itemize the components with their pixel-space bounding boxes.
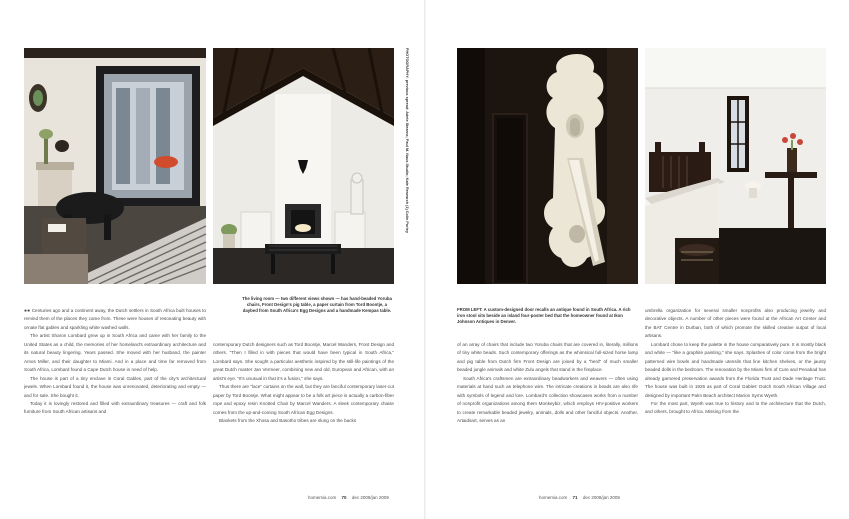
paragraph: The artist Sharon Lombard grew up in South Africa and came with her family to the United States as a child, the memories of her homeland's extraordinary architecture and its natural beauty lingering. Years passed. She moved with her husband, the painter Amos Miller, and their daughter to Miami. And in a place and time far removed from South Africa, Lombard found a Cape Dutch house in need of help.: [24, 333, 206, 373]
paragraph: Thus there are "lace" curtains on the wall, but they are fanciful contemporary laser-cut paper by Tord Boontje. What might appear to be a folk art piece is actually a carbon-fiber rope and epoxy resin Knotted Chair by Marcel Wanders. A sleek contemporary chaise comes from the up-and-coming South African Egg Designs.: [213, 384, 394, 415]
body-column-4: [645, 307, 826, 417]
folio-right: [539, 495, 620, 500]
folio-page-number: 71: [572, 495, 578, 500]
paragraph: The house is part of a tiny enclave in Coral Gables, part of the city's architectural jewels. When Lombard found it, the house was unrenovated, deteriorating and empty — and for sale. She bought it.: [24, 375, 206, 398]
photo-icon: [213, 48, 394, 284]
photo-credit: PHOTOGRAPHY: previous spread: Adele Stearns; Paul M. Naus Studio; Kate Research (1) Colin Porley: [405, 48, 409, 233]
paragraph: of an array of chairs that include two Yoruba chairs that are covered in, literally, millions of tiny white beads. Such contemporary offerings as the whimsical full-sized horse lamp and pig table from Dutch firm Front Design are joined by a "herd" of much smaller beaded jungle animals and white Zulu angels that stand in the fireplace.: [457, 342, 638, 373]
photo-living-room-fireplace: [213, 48, 394, 284]
paragraph: For the most part, Wyeth was true to history and to the architecture that the Dutch, and others, brought to Africa. Missing from the: [645, 400, 826, 415]
paragraph: South Africa's craftsmen are extraordinary beadworkers and weavers — often using materials at hand such as telephone wire. The intricate creations in beads are also rife with symbols of legend and lore. Lombard's collection showcases works from a number of nonprofit organizations among them Monkeybiz, which employs HIV-positive workers to create remarkable beaded jewelry, animals, dolls and other fanciful objects. Another, Artaidsart, serves as an: [457, 375, 638, 424]
paragraph: Blankets from the Xhosa and Basotho tribes are slung on the backs: [219, 418, 357, 424]
paragraph: Today it is lovingly restored and filled with extraordinary treasures — craft and folk furniture from South African artisans and: [24, 400, 206, 415]
paragraph: umbrella organization for several smaller nonprofits also producing jewelry and decorative objects. A number of other pieces were found at the African Art Center and the BAT Centre in Durban, both of which promote the skilled creative output of local artisans.: [645, 308, 826, 339]
photo-bedroom: [645, 48, 826, 284]
paragraph: Lombard chose to keep the palette in the house comparatively pure. It is mostly black and white — "like a graphite painting," she says. Splashes of color come from the bright patterned wire bowls and handmade utensils that line kitchen shelves, or the jaunty beaded dolls in the bedroom. The renovation by the Miami firm of Cure and Penabad has already garnered preservation awards from the Florida Trust and Dade Heritage Trust. The house was built in 1926 as part of Coral Gables' Dutch South African Village and designed by important Palm Beach architect Marion Syms Wyeth.: [645, 341, 826, 398]
folio-page-number: 70: [341, 495, 347, 500]
photo-caption-right: FROM LEFT: A custom-designed door recalls an antique found in South Africa. A rich iron stool sits beside an island four-poster bed that the homeowner found at Ikon Johnson Antiques in Denver.: [457, 307, 631, 325]
folio-issue: dec 2008/jan 2009: [351, 495, 389, 500]
photo-icon: [645, 48, 826, 284]
paragraph: contemporary Dutch designers such as Tord Boontje, Marcel Wanders, Front Design and others. "Then I filled in with pieces that would have been typical in South Africa," Lombard says. She sought a particular aesthetic inspired by the still-life paintings of the great Dutch master Jan Vermeer, combining new and old, European and African, with an artist's eye. "It's unusual in that it's a fusion," she says.: [213, 342, 394, 381]
body-column-1: [24, 307, 206, 417]
section-marker: ●●: [24, 308, 32, 314]
body-column-3: [457, 341, 638, 426]
photo-icon: [457, 48, 638, 284]
folio-issue: dec 2008/jan 2009: [582, 495, 620, 500]
page-gutter: [424, 0, 426, 519]
body-column-2: [213, 341, 394, 426]
folio-left: [308, 495, 389, 500]
paragraph: ●● Centuries ago and a continent away, the Dutch settlers in South Africa built houses to remind them of the places they came from. These were houses of resonating beauty with ornate flat gables and sparkling white washed walls.: [24, 308, 206, 330]
folio-site[interactable]: homemia.com: [539, 495, 568, 500]
photo-caption-left: The living room — two different views shown — has hand-beaded Yoruba chairs, Front Design's pig table, a paper curtain from Tord Boontje, a daybed from South Africa's Egg Designs and a handmade Kempas table.: [242, 296, 392, 314]
photo-door-handle: [457, 48, 638, 284]
photo-icon: [24, 48, 206, 284]
photo-living-room-mirror: [24, 48, 206, 284]
folio-site[interactable]: homemia.com: [308, 495, 337, 500]
